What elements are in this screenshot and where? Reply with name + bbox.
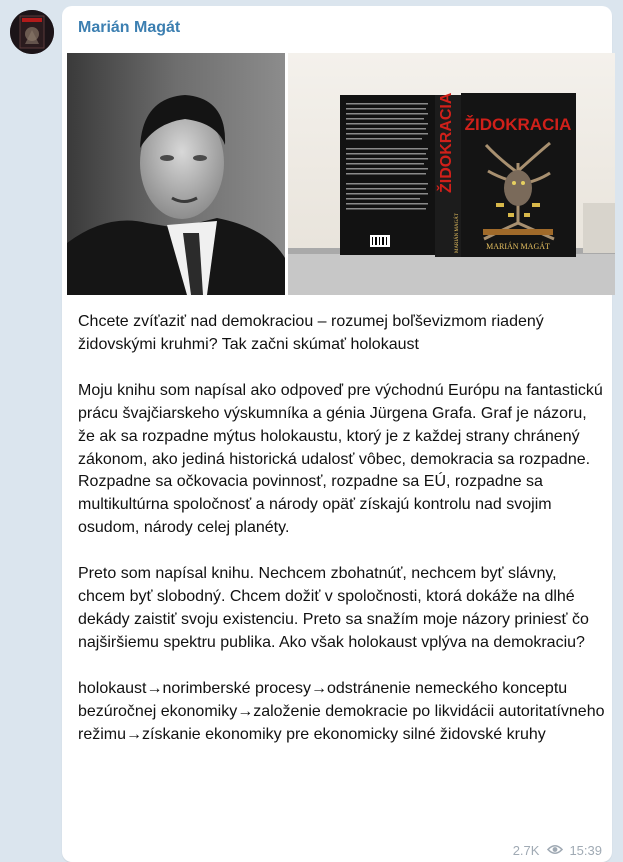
post-paragraph: Chcete zvíťaziť nad demokraciou – rozumej boľševizmom riadený židovskými kruhmi? Tak začni skúmať holokaust bbox=[78, 313, 544, 353]
spine-title: ŽIDOKRACIA bbox=[438, 92, 455, 193]
message-meta bbox=[513, 843, 602, 858]
author-name[interactable]: Marián Magát bbox=[78, 19, 181, 36]
post-paragraph: Preto som napísal knihu. Nechcem zbohatnúť, nechcem byť slávny, chcem byť slobodný. Chcem dožiť v spoločnosti, ktorá dokáže na dlhé dekády zaistiť svoju existenciu. Preto sa snažím moje názory priniesť čo najširšiemu spektru publika. Ako však holokaust vplýva na demokraciu? bbox=[78, 565, 589, 651]
post-text bbox=[78, 311, 606, 747]
message-bubble bbox=[62, 6, 612, 862]
message-time: 15:39 bbox=[569, 843, 602, 858]
svg-text:MARIÁN MAGÁT: MARIÁN MAGÁT bbox=[455, 213, 460, 253]
view-count: 2.7K bbox=[512, 843, 540, 858]
photo-album bbox=[67, 53, 615, 295]
eye-icon bbox=[547, 843, 563, 858]
cover-title: ŽIDOKRACIA bbox=[464, 115, 572, 134]
cover-author: MARIÁN MAGÁT bbox=[486, 242, 550, 251]
post-paragraph: Moju knihu som napísal ako odpoveď pre východnú Európu na fantastickú prácu švajčiarskeho výskumníka a génia Jürgena Grafa. Graf je názoru, že ak sa rozpadne mýtus holokaustu, ktorý je z každej strany chránený zákonom, ako jediná historická udalosť vôbec, demokracia sa rozpadne. Rozpadne sa očkovacia povinnosť, rozpadne sa EÚ, rozpadne sa multikultúrna spoločnosť a národy opäť získajú kontrolu nad svojim osudom, národy celej planéty. bbox=[78, 381, 603, 537]
author-avatar[interactable] bbox=[10, 10, 54, 54]
post-paragraph: holokaust→norimberské procesy→odstránenie nemeckého konceptu bezúročnej ekonomiky→založenie demokracie po likvidácii autoritatívneho režimu→získanie ekonomiky pre ekonomicky silné židovské kruhy bbox=[78, 679, 605, 743]
author-portrait-photo[interactable] bbox=[67, 53, 285, 295]
book-photo[interactable] bbox=[288, 53, 615, 295]
